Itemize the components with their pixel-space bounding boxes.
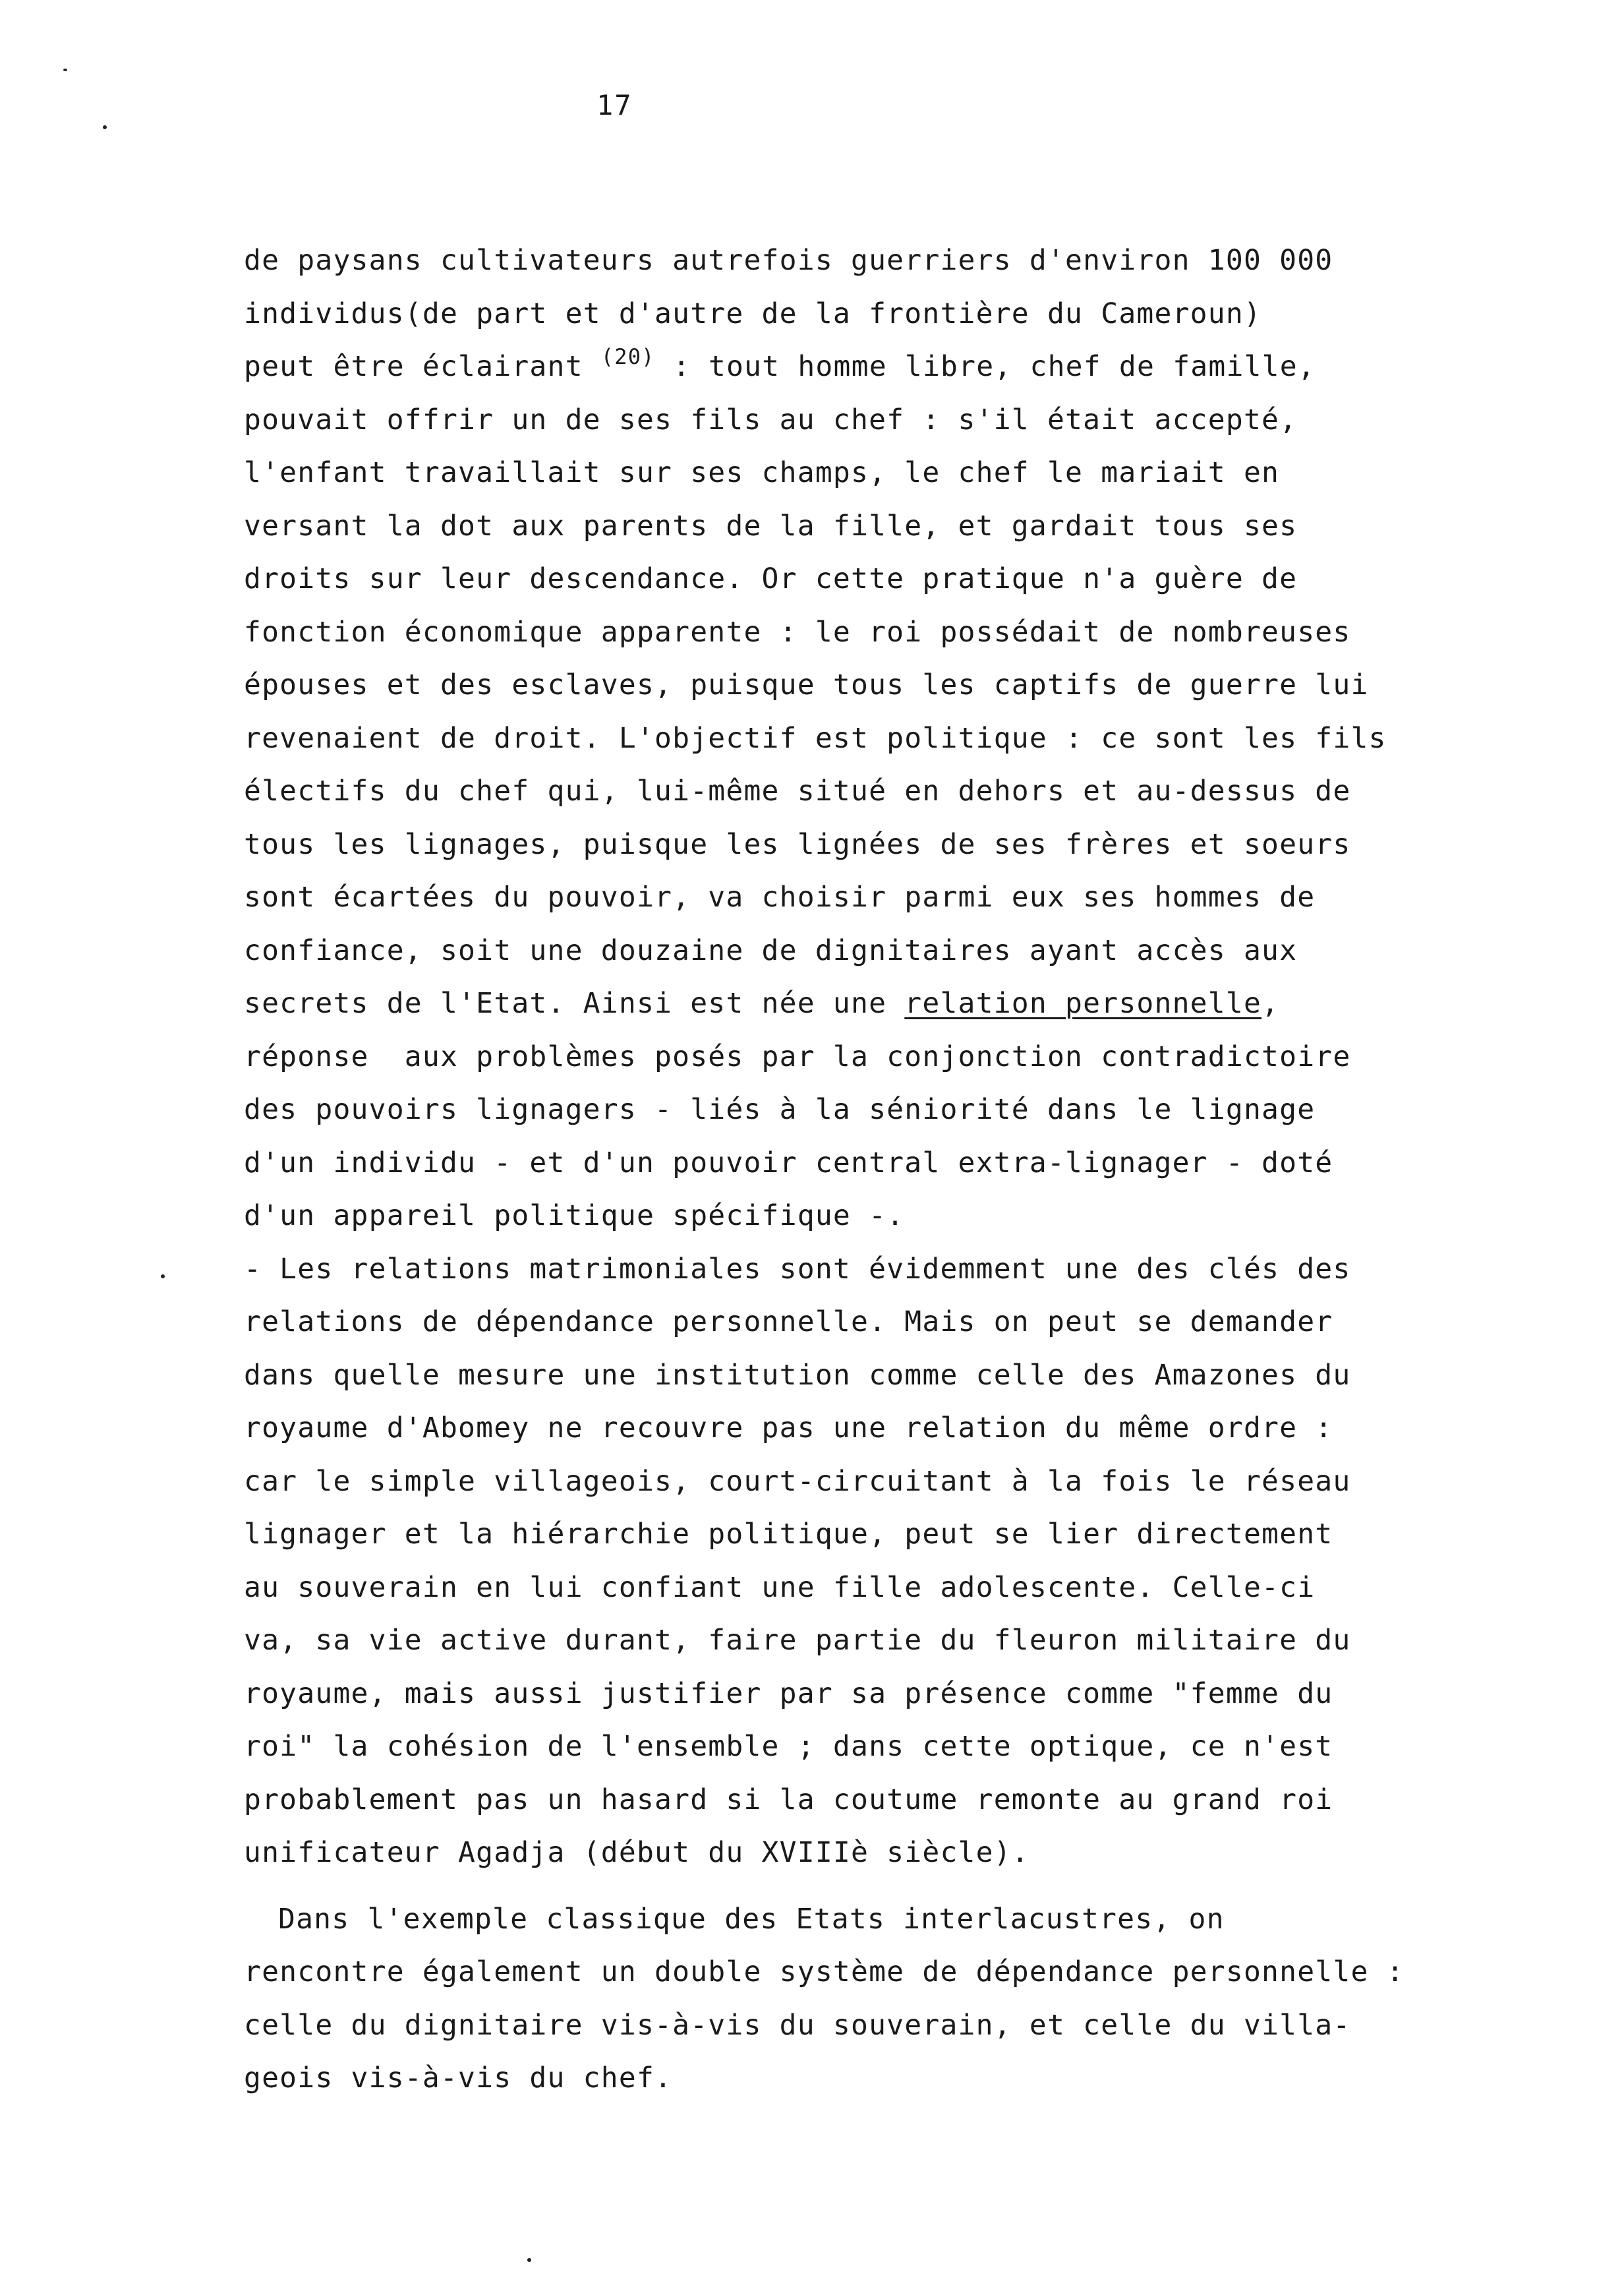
text-line: pouvait offrir un de ses fils au chef : s'il était accepté, xyxy=(244,403,1298,436)
scan-speck xyxy=(161,1274,165,1278)
text-line: d'un appareil politique spécifique -. xyxy=(244,1199,905,1232)
text-line: roi" la cohésion de l'ensemble ; dans cette optique, ce n'est xyxy=(244,1730,1333,1763)
text-segment: , xyxy=(1262,987,1280,1020)
text-line: royaume d'Abomey ne recouvre pas une relation du même ordre : xyxy=(244,1412,1333,1444)
text-line: d'un individu - et d'un pouvoir central extra-lignager - doté xyxy=(244,1146,1333,1179)
text-line: au souverain en lui confiant une fille adolescente. Celle-ci xyxy=(244,1570,1316,1604)
scan-speck xyxy=(103,125,107,129)
footnote-reference: (20) xyxy=(600,344,655,369)
text-line: relations de dépendance personnelle. Mais on peut se demander xyxy=(244,1305,1333,1338)
text-line: va, sa vie active durant, faire partie du fleuron militaire du xyxy=(244,1624,1351,1657)
text-segment: : tout homme libre, chef de famille, xyxy=(654,350,1316,383)
scan-speck xyxy=(63,69,67,71)
text-segment: secrets de l'Etat. Ainsi est née une xyxy=(244,987,905,1020)
text-line: unificateur Agadja (début du XVIIIè siècle). xyxy=(244,1836,1030,1869)
text-line: l'enfant travaillait sur ses champs, le chef le mariait en xyxy=(244,456,1280,489)
text-line: fonction économique apparente : le roi possédait de nombreuses xyxy=(244,615,1351,649)
text-line: Dans l'exemple classique des Etats interlacustres, on xyxy=(278,1902,1225,1936)
text-line: geois vis-à-vis du chef. xyxy=(244,2062,673,2095)
text-line: versant la dot aux parents de la fille, et gardait tous ses xyxy=(244,509,1298,543)
text-line: lignager et la hiérarchie politique, peut se lier directement xyxy=(244,1518,1333,1551)
text-line: celle du dignitaire vis-à-vis du souverain, et celle du villa- xyxy=(244,2008,1351,2042)
text-line: probablement pas un hasard si la coutume remonte au grand roi xyxy=(244,1783,1333,1816)
scan-speck xyxy=(527,2258,531,2262)
text-line: - Les relations matrimoniales sont évidemment une des clés des xyxy=(244,1252,1351,1286)
text-line: des pouvoirs lignagers - liés à la séniorité dans le lignage xyxy=(244,1093,1316,1126)
text-line: épouses et des esclaves, puisque tous les captifs de guerre lui xyxy=(244,669,1369,701)
paragraph-gap xyxy=(244,1880,1516,1893)
text-line: droits sur leur descendance. Or cette pratique n'a guère de xyxy=(244,562,1298,595)
text-line: sont écartées du pouvoir, va choisir parmi eux ses hommes de xyxy=(244,881,1316,914)
text-line: confiance, soit une douzaine de dignitaires ayant accès aux xyxy=(244,934,1298,967)
paragraph-2 xyxy=(244,1243,1516,1880)
text-line: rencontre également un double système de dépendance personnelle : xyxy=(244,1955,1405,1988)
paragraph-3 xyxy=(244,1893,1516,2105)
text-line: revenaient de droit. L'objectif est politique : ce sont les fils xyxy=(244,721,1387,755)
page-number: 17 xyxy=(596,89,633,121)
text-segment: peut être éclairant xyxy=(244,350,601,383)
text-line: électifs du chef qui, lui-même situé en dehors et au-dessus de xyxy=(244,775,1351,808)
text-line: de paysans cultivateurs autrefois guerriers d'environ 100 000 xyxy=(244,244,1333,277)
text-line: individus(de part et d'autre de la frontière du Cameroun) xyxy=(244,297,1262,330)
text-line: royaume, mais aussi justifier par sa présence comme "femme du xyxy=(244,1677,1333,1710)
underlined-term: relation personnelle xyxy=(904,987,1262,1020)
text-line-with-underline xyxy=(244,977,1516,1030)
text-line: réponse aux problèmes posés par la conjonction contradictoire xyxy=(244,1040,1351,1073)
text-line: tous les lignages, puisque les lignées de ses frères et soeurs xyxy=(244,827,1351,861)
text-line-with-footnote xyxy=(244,340,1516,394)
text-line: car le simple villageois, court-circuitant à la fois le réseau xyxy=(244,1464,1351,1498)
text-line: dans quelle mesure une institution comme celle des Amazones du xyxy=(244,1358,1351,1392)
paragraph-1 xyxy=(244,234,1516,1243)
body-text xyxy=(244,234,1516,2105)
